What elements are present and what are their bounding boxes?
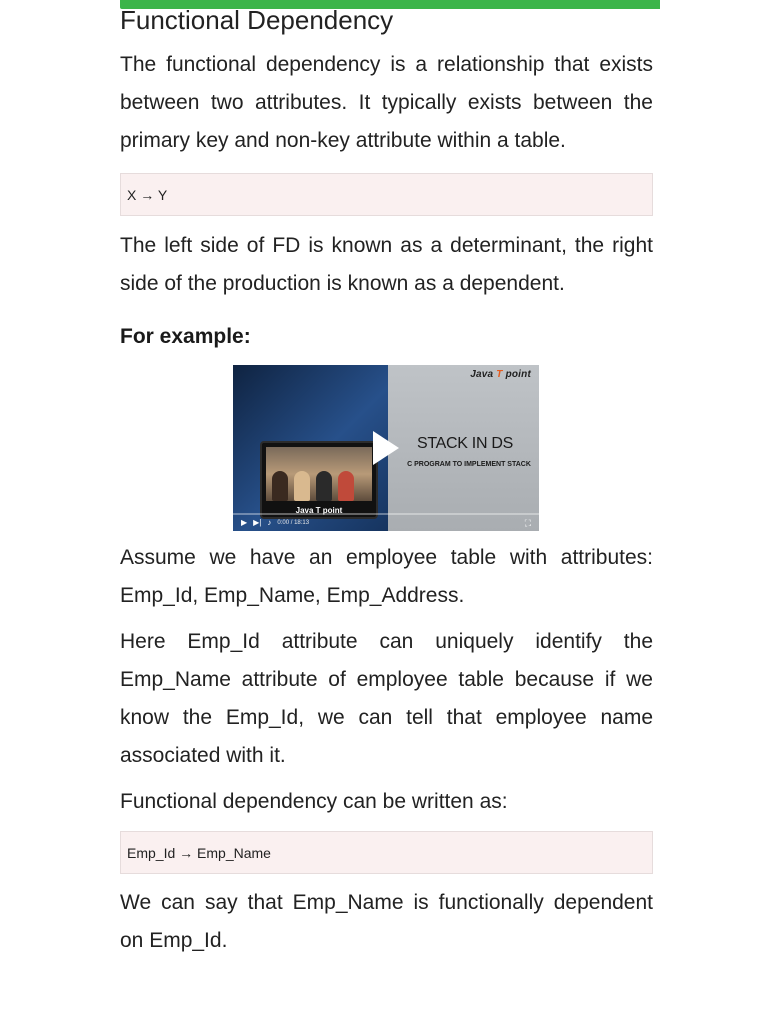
person-figure: [338, 471, 354, 501]
javatpoint-logo: [470, 369, 531, 380]
determinant-paragraph: The left side of FD is known as a determinant, the right side of the production is known as a dependent.: [120, 234, 653, 295]
conclusion-paragraph: We can say that Emp_Name is functionally dependent on Emp_Id.: [120, 891, 653, 952]
article-content: [120, 0, 653, 960]
fullscreen-icon[interactable]: ⛶: [524, 518, 531, 528]
person-figure: [316, 471, 332, 501]
code-text-emp-fd: Emp_Id → Emp_Name: [127, 844, 271, 861]
video-controls: [233, 515, 539, 531]
laptop-screen-image: [266, 447, 372, 501]
page-title: Functional Dependency: [120, 5, 394, 35]
play-button-icon[interactable]: ▶: [241, 518, 248, 527]
video-slide-title: STACK IN DS: [417, 435, 513, 452]
example-heading: For example:: [120, 325, 251, 348]
code-text-fd-notation: X → Y: [127, 186, 168, 203]
video-player[interactable]: [233, 365, 539, 531]
laptop-thumbnail: [260, 441, 378, 519]
person-figure: [272, 471, 288, 501]
logo-prefix: Java: [470, 369, 494, 380]
logo-suffix: point: [505, 369, 531, 380]
logo-mark-icon: T: [496, 369, 503, 380]
laptop-logo-text: Java T point: [295, 506, 343, 515]
code-block-emp-fd: [120, 831, 653, 874]
person-figure: [294, 471, 310, 501]
next-button-icon[interactable]: ▶|: [253, 518, 262, 527]
volume-icon[interactable]: ♪: [267, 518, 272, 527]
assume-paragraph: Assume we have an employee table with attributes: Emp_Id, Emp_Name, Emp_Address.: [120, 546, 653, 607]
video-time: 0:00 / 18:13: [277, 520, 310, 526]
video-slide-subtitle: C PROGRAM TO IMPLEMENT STACK: [407, 461, 531, 468]
explain-paragraph: Here Emp_Id attribute can uniquely identify the Emp_Name attribute of employee table because if we know the Emp_Id, we can tell that employee name associated with it.: [120, 630, 653, 767]
written-as-paragraph: Functional dependency can be written as:: [120, 790, 508, 813]
intro-paragraph: The functional dependency is a relationship that exists between two attributes. It typically exists between the primary key and non-key attribute within a table.: [120, 53, 653, 152]
play-icon[interactable]: [373, 431, 399, 465]
code-block-fd-notation: [120, 173, 653, 216]
